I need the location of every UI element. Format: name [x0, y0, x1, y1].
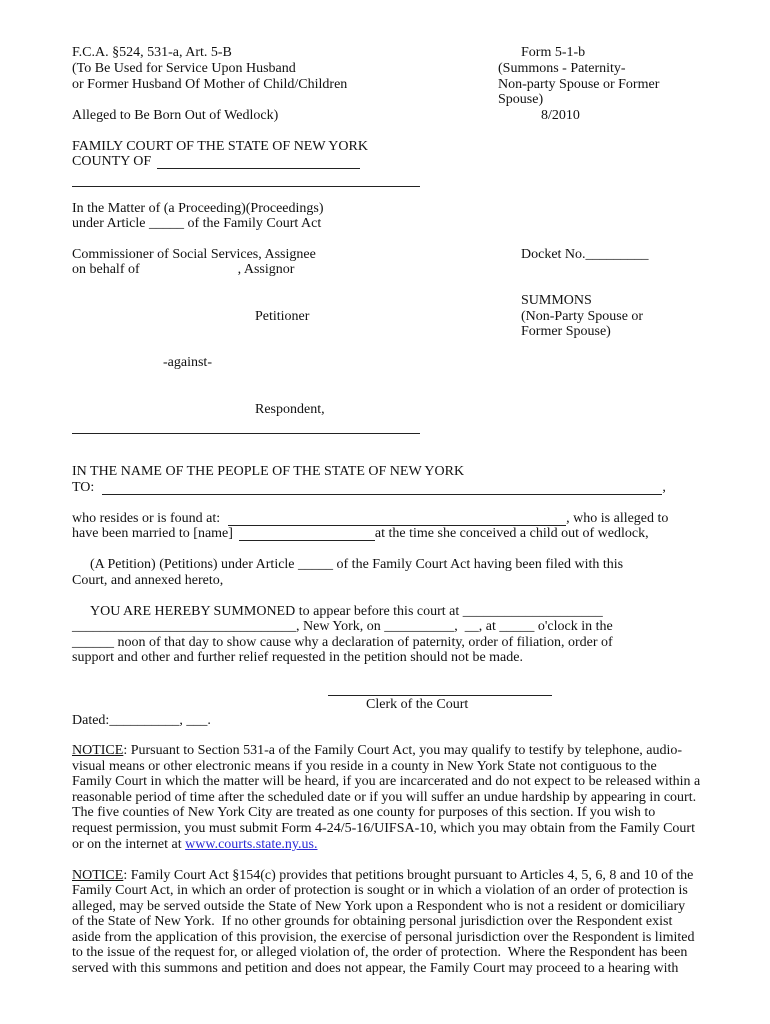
- notice-text: : Family Court Act §154(c) provides that petitions brought pursuant to Articles 4, 5, 6, 8 and 10 of the: [123, 868, 694, 883]
- married-label: have been married to [name]: [72, 526, 233, 541]
- summoned-line: ________________________________, New York, on __________, __, at _____ o'clock in the: [72, 619, 613, 634]
- form-date: 8/2010: [541, 108, 580, 123]
- respondent-label: Respondent,: [255, 402, 325, 417]
- notice-text: The five counties of New York City are treated as one county for purposes of this section. If you wish to: [72, 805, 656, 820]
- to-row: [72, 481, 666, 495]
- notice-label: NOTICE: [72, 743, 124, 758]
- to-blank[interactable]: [102, 482, 662, 495]
- commissioner-line: Commissioner of Social Services, Assignee: [72, 247, 316, 262]
- conceived-text: at the time she conceived a child out of wedlock,: [374, 526, 649, 541]
- usage-note: (To Be Used for Service Upon Husband: [72, 61, 296, 76]
- matter-line: In the Matter of (a Proceeding)(Proceedings): [72, 201, 324, 216]
- summoned-line: support and other and further relief requested in the petition should not be made.: [72, 650, 523, 665]
- county-label: COUNTY OF: [72, 154, 152, 169]
- petitioner-label: Petitioner: [255, 309, 310, 324]
- resides-row: [72, 512, 668, 526]
- caption-divider: [72, 433, 420, 434]
- against-label: -against-: [163, 355, 212, 370]
- notice-text: request permission, you must submit Form 4-24/5-16/UIFSA-10, which you may obtain from the Family Court: [72, 821, 695, 836]
- court-title: FAMILY COURT OF THE STATE OF NEW YORK: [72, 139, 368, 154]
- commissioner-line: on behalf of , Assignor: [72, 262, 295, 277]
- notice-text: : Pursuant to Section 531-a of the Family Court Act, you may qualify to testify by telephone, audio-: [123, 743, 683, 758]
- to-comma: ,: [662, 480, 666, 495]
- caption-divider: [72, 186, 420, 187]
- courts-website-link[interactable]: www.courts.state.ny.us.: [185, 837, 318, 852]
- dated-line: Dated:__________, ___.: [72, 713, 211, 728]
- form-description: Non-party Spouse or Former: [498, 77, 660, 92]
- summoned-line: YOU ARE HEREBY SUMMONED to appear before this court at ____________________: [90, 604, 603, 619]
- notice-text: or on the internet at: [72, 837, 186, 852]
- notice-text: of the State of New York. If no other grounds for obtaining personal jurisdiction over the Respondent exist: [72, 914, 673, 929]
- clerk-signature-line[interactable]: [328, 695, 552, 696]
- notice-text: to the issue of the request for, or alleged violation of, the order of protection. Where the Respondent has been: [72, 945, 688, 960]
- form-description: (Summons - Paternity-: [498, 61, 626, 76]
- clerk-label: Clerk of the Court: [366, 697, 469, 712]
- docket-number: Docket No._________: [521, 247, 649, 262]
- resides-label: who resides or is found at:: [72, 511, 221, 526]
- notice-text: Family Court Act, in which an order of protection is sought or in which a violation of an order of protection is: [72, 883, 688, 898]
- spouse-name-blank[interactable]: [239, 528, 375, 541]
- county-row: [72, 155, 360, 169]
- summons-subtitle: (Non-Party Spouse or: [521, 309, 644, 324]
- married-row: [72, 527, 649, 541]
- form-description: Spouse): [498, 92, 544, 107]
- form-number: Form 5-1-b: [521, 45, 586, 60]
- notice-text: reasonable period of time after the scheduled date or if you will suffer an undue hardship by appearing in court.: [72, 790, 697, 805]
- address-blank[interactable]: [228, 513, 566, 526]
- notice-text: served with this summons and petition and does not appear, the Family Court may proceed to a hearing with: [72, 961, 679, 976]
- summoned-line: ______ noon of that day to show cause why a declaration of paternity, order of filiation, order of: [72, 635, 613, 650]
- alleged-text: , who is alleged to: [566, 511, 669, 526]
- summons-title: SUMMONS: [521, 293, 592, 308]
- petition-line: (A Petition) (Petitions) under Article _____ of the Family Court Act having been filed with this: [90, 557, 624, 572]
- to-label: TO:: [72, 480, 95, 495]
- notice-text: alleged, may be served outside the State of New York upon a Respondent who is not a resident or domiciliary: [72, 899, 686, 914]
- notice-text: visual means or other electronic means if you reside in a county in New York State not contiguous to the: [72, 759, 657, 774]
- usage-note: Alleged to Be Born Out of Wedlock): [72, 108, 279, 123]
- notice-text: Family Court in which the matter will be heard, if you are incarcerated and do not expect to be released within a: [72, 774, 701, 789]
- notice-text: aside from the application of this provision, the exercise of personal jurisdiction over the Respondent is limited: [72, 930, 695, 945]
- statute-reference: F.C.A. §524, 531-a, Art. 5-B: [72, 45, 232, 60]
- county-blank[interactable]: [157, 156, 360, 169]
- matter-line: under Article _____ of the Family Court Act: [72, 216, 322, 231]
- people-heading: IN THE NAME OF THE PEOPLE OF THE STATE OF NEW YORK: [72, 464, 465, 479]
- notice-label: NOTICE: [72, 868, 124, 883]
- petition-line: Court, and annexed hereto,: [72, 573, 224, 588]
- summons-subtitle: Former Spouse): [521, 324, 611, 339]
- usage-note: or Former Husband Of Mother of Child/Children: [72, 77, 348, 92]
